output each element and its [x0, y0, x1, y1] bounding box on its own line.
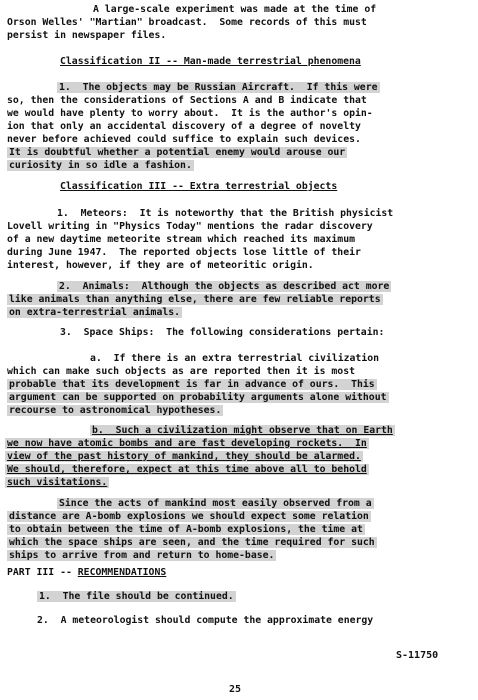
para-b-line-5: such visitations.: [7, 477, 108, 488]
since-line-2: distance are A-bomb explosions we should expect some relation: [9, 511, 369, 522]
para-a-line-2: which can make such objects as are reported then it is most: [7, 366, 355, 377]
para-b-line-3: view of the past history of mankind, they should be alarmed.: [7, 451, 361, 462]
class2-line-2: so, then the considerations of Sections A and B indicate that: [7, 95, 367, 106]
para-a-line-4: argument can be supported on probability arguments alone without: [9, 392, 387, 403]
meteors-line-5: interest, however, if they are of meteoritic origin.: [7, 260, 314, 271]
since-line-5: ships to arrive from and return to home-base.: [9, 550, 275, 561]
class2-line-4: ion that only an accidental discovery of a degree of novelty: [7, 121, 361, 132]
class2-line-5: never before achieved could suffice to explain such devices.: [7, 134, 361, 145]
meteors-line-1: 1. Meteors: It is noteworthy that the British physicist: [57, 208, 394, 219]
meteors-line-4: during June 1947. The reported objects lose little of their: [7, 247, 361, 258]
intro-line-2: Orson Welles' "Martian" broadcast. Some records of this must: [7, 17, 367, 28]
para-a-line-1: a. If there is an extra terrestrial civilization: [90, 353, 380, 364]
para-a-line-3: probable that its development is far in advance of ours. This: [9, 379, 375, 390]
animals-line-2: like animals than anything else, there are few reliable reports: [9, 294, 381, 305]
para-b-line-4: We should, therefore, expect at this time above all to behold: [7, 464, 367, 475]
class2-line-6: It is doubtful whether a potential enemy would arouse our: [9, 147, 346, 158]
classification-ii-heading: Classification II -- Man-made terrestrial phenomena: [60, 56, 361, 67]
intro-line-3: persist in newspaper files.: [7, 30, 167, 41]
class2-line-1: 1. The objects may be Russian Aircraft. If this were: [59, 82, 378, 93]
meteors-line-2: Lovell writing in "Physics Today" mentions the radar discovery: [7, 221, 373, 232]
meteors-line-3: of a new daytime meteorite stream which reached its maximum: [7, 234, 355, 245]
classification-iii-heading: Classification III -- Extra terrestrial objects: [60, 181, 338, 192]
para-b-line-1: b. Such a civilization might observe that on Earth: [92, 425, 393, 436]
intro-line-1: A large-scale experiment was made at the time of: [93, 4, 377, 15]
recommendation-2: 2. A meteorologist should compute the approximate energy: [37, 615, 374, 626]
since-line-1: Since the acts of mankind most easily observed from a: [59, 498, 372, 509]
since-line-4: which the space ships are seen, and the time required for such: [9, 537, 375, 548]
part-iii-heading: PART III -- RECOMMENDATIONS: [7, 567, 167, 578]
recommendation-1: 1. The file should be continued.: [39, 591, 234, 602]
class2-line-3: we would have plenty to worry about. It is the author's opin-: [7, 108, 373, 119]
document-number: S-11750: [396, 650, 439, 661]
page-number: 25: [229, 684, 242, 695]
class2-line-7: curiosity in so idle a fashion.: [9, 160, 192, 171]
animals-line-3: on extra-terrestrial animals.: [9, 307, 181, 318]
animals-line-1: 2. Animals: Although the objects as described act more: [59, 281, 390, 292]
para-b-line-2: we now have atomic bombs and are fast developing rockets. In: [7, 438, 367, 449]
since-line-3: to obtain between the time of A-bomb explosions, the time at: [9, 524, 363, 535]
para-a-line-5: recourse to astronomical hypotheses.: [9, 405, 222, 416]
space-ships-line: 3. Space Ships: The following considerations pertain:: [60, 327, 385, 338]
